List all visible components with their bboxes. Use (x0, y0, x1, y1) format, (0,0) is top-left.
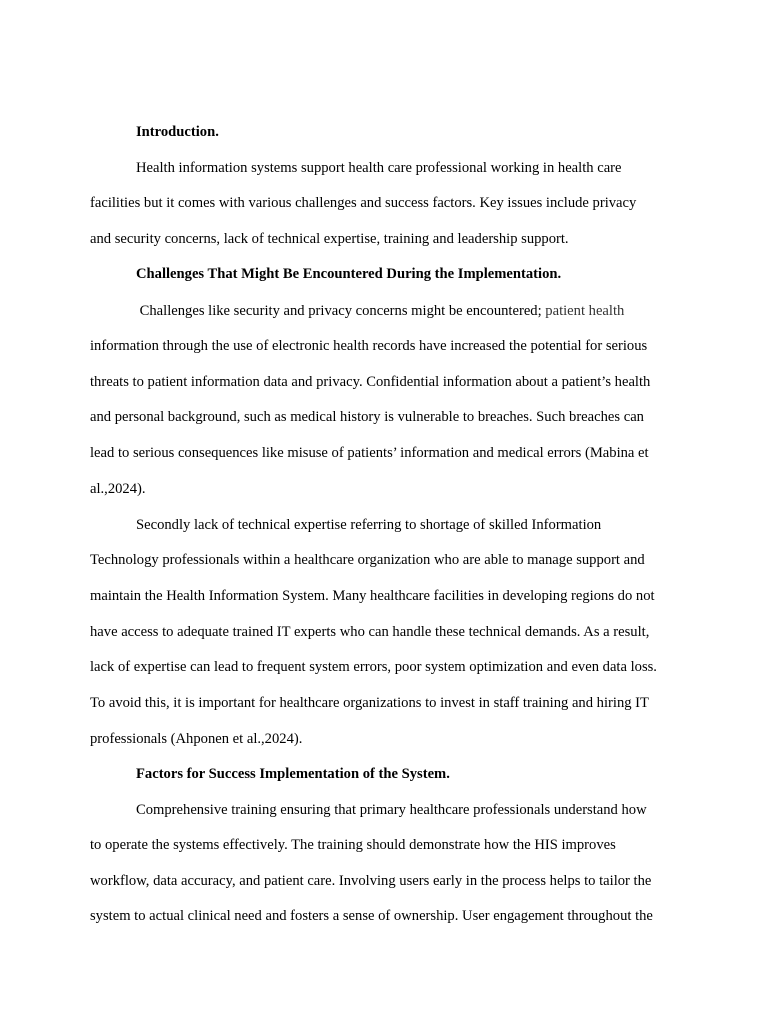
paragraph-line: have access to adequate trained IT experts who can handle these technical demands. As a result, (90, 624, 650, 640)
paragraph-line: and personal background, such as medical history is vulnerable to breaches. Such breaches can (90, 409, 644, 425)
paragraph-line: facilities but it comes with various challenges and success factors. Key issues include privacy (90, 195, 637, 211)
paragraph-line: to operate the systems effectively. The training should demonstrate how the HIS improves (90, 837, 616, 853)
paragraph-line: lead to serious consequences like misuse of patients’ information and medical errors (Mabina et (90, 445, 649, 461)
paragraph-first-line (136, 302, 624, 320)
paragraph-line: system to actual clinical need and fosters a sense of ownership. User engagement throughout the (90, 908, 653, 924)
paragraph-line: Secondly lack of technical expertise referring to shortage of skilled Information (136, 517, 602, 533)
paragraph-line: Health information systems support health care professional working in health care (136, 160, 622, 176)
paragraph-text: Challenges like security and privacy concerns might be encountered; (136, 303, 546, 319)
paragraph-line: lack of expertise can lead to frequent system errors, poor system optimization and even data loss. (90, 659, 657, 675)
section-heading-introduction: Introduction. (136, 124, 219, 140)
paragraph-line: maintain the Health Information System. Many healthcare facilities in developing regions do not (90, 588, 655, 604)
paragraph-line: threats to patient information data and privacy. Confidential information about a patient’s health (90, 374, 651, 390)
paragraph-line: To avoid this, it is important for healthcare organizations to invest in staff training and hiring IT (90, 695, 649, 711)
paragraph-line: Technology professionals within a healthcare organization who are able to manage support and (90, 552, 645, 568)
paragraph-line: and security concerns, lack of technical expertise, training and leadership support. (90, 231, 569, 247)
section-heading-challenges: Challenges That Might Be Encountered During the Implementation. (136, 266, 562, 282)
paragraph-line: information through the use of electronic health records have increased the potential for serious (90, 338, 648, 354)
paragraph-line: Comprehensive training ensuring that primary healthcare professionals understand how (136, 802, 647, 818)
paragraph-line: workflow, data accuracy, and patient care. Involving users early in the process helps to tailor the (90, 873, 652, 889)
paragraph-text: patient health (545, 303, 625, 319)
section-heading-factors: Factors for Success Implementation of the System. (136, 766, 450, 782)
paragraph-line: al.,2024). (90, 481, 146, 497)
paragraph-line: professionals (Ahponen et al.,2024). (90, 731, 303, 747)
